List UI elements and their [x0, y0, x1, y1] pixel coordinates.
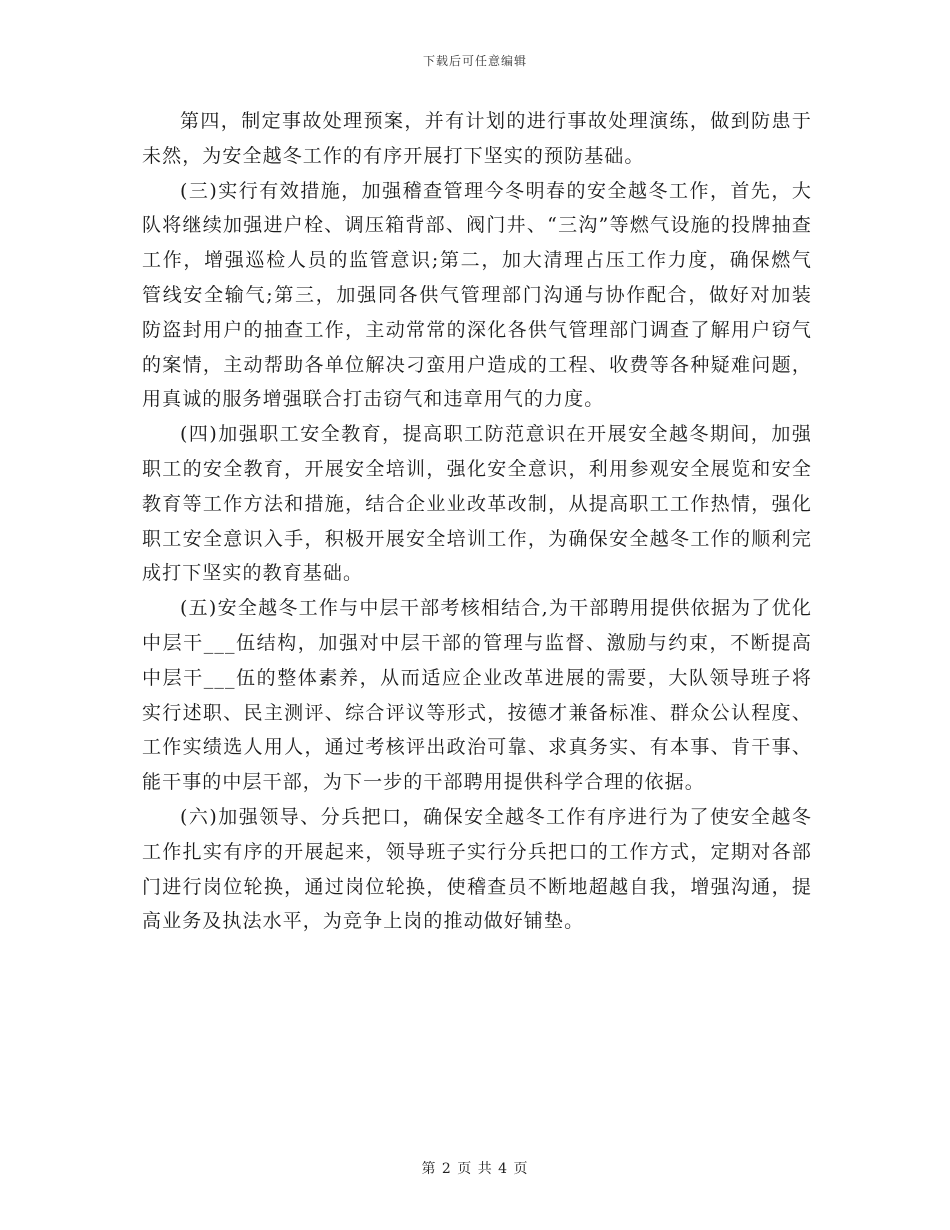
paragraph-5: (六)加强领导、分兵把口，确保安全越冬工作有序进行为了使安全越冬工作扎实有序的开展起来，领导班子实行分兵把口的工作方式，定期对各部门进行岗位轮换，通过岗位轮换，使稽查员不断地超越自我，增强沟通，提高业务及执法水平，为竞争上岗的推动做好铺垫。: [142, 805, 812, 933]
paragraph-4: (五)安全越冬工作与中层干部考核相结合,为干部聘用提供依据为了优化中层干___伍结构，加强对中层干部的管理与监督、激励与约束，不断提高中层干___伍的整体素养，从而适应企业改革进展的需要，大队领导班子将实行述职、民主测评、综合评议等形式，按德才兼备标准、群众公认程度、工作实绩选人用人，通过考核评出政治可靠、求真务实、有本事、肯干事、能干事的中层干部，为下一步的干部聘用提供科学合理的依据。: [142, 597, 812, 794]
paragraph-1: 第四，制定事故处理预案，并有计划的进行事故处理演练，做到防患于未然，为安全越冬工作的有序开展打下坚实的预防基础。: [142, 110, 812, 167]
paragraph-2: (三)实行有效措施，加强稽查管理今冬明春的安全越冬工作，首先，大队将继续加强进户栓、调压箱背部、阀门井、“三沟”等燃气设施的投牌抽查工作，增强巡检人员的监管意识;第二，加大清理占压工作力度，确保燃气管线安全输气;第三，加强同各供气管理部门沟通与协作配合，做好对加装防盗封用户的抽查工作，主动常常的深化各供气管理部门调查了解用户窃气的案情，主动帮助各单位解决刁蛮用户造成的工程、收费等各种疑难问题，用真诚的服务增强联合打击窃气和违章用气的力度。: [142, 179, 812, 411]
page-number: 第 2 页 共 4 页: [421, 1161, 529, 1177]
page-header: 下载后可任意编辑: [422, 54, 527, 68]
paragraph-3: (四)加强职工安全教育，提高职工防范意识在开展安全越冬期间，加强职工的安全教育，开展安全培训，强化安全意识，利用参观安全展览和安全教育等工作方法和措施，结合企业业改革改制，从提高职工工作热情，强化职工安全意识入手，积极开展安全培训工作，为确保安全越冬工作的顺利完成打下坚实的教育基础。: [142, 423, 812, 585]
document-body: [142, 104, 812, 939]
